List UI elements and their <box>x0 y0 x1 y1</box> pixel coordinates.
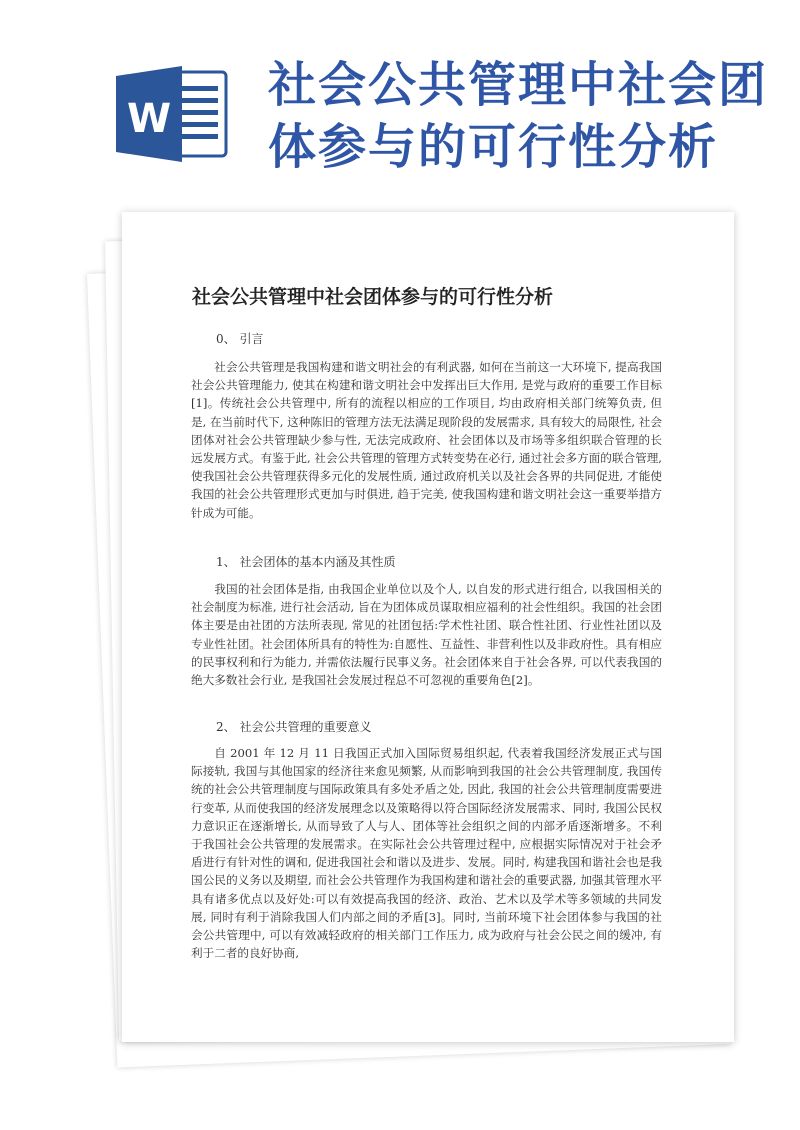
paragraph-1: 我国的社会团体是指, 由我国企业单位以及个人, 以自发的形式进行组合, 以我国相关的社会制度为标准, 进行社会活动, 旨在为团体成员谋取相应福利的社会性组织。我国的社会团体主要是由社团的方法所表现, 常见的社团包括:学术性社团、联合性社团、行业性社团以及专业性社团。社会团体所具有的特性为:自愿性、互益性、非营利性以及非政府性。具有相应的民事权利和行为能力, 并需依法履行民事义务。社会团体来自于社会各界, 可以代表我国的绝大多数社会行业, 是我国社会发展过程总不可忽视的重要角色[2]。 <box>191 582 662 688</box>
word-logo <box>112 66 230 162</box>
word-logo-letter: W <box>127 96 172 142</box>
word-document-icon <box>112 66 230 162</box>
document-title: 社会公共管理中社会团体参与的可行性分析 <box>192 286 554 308</box>
banner-title <box>268 54 788 178</box>
banner-title-line-1: 社会公共管理中社会团 <box>268 57 769 113</box>
section-heading-intro: 0、 引言 <box>216 332 264 346</box>
paragraph-intro: 社会公共管理是我国构建和谐文明社会的有利武器, 如何在当前这一大环境下, 提高我国社会公共管理能力, 使其在构建和谐文明社会中发挥出巨大作用, 是党与政府的重要工作目标[1]。传统社会公共管理中, 所有的流程以相应的工作项目, 均由政府相关部门统筹负责, 但是, 在当前时代下, 这种陈旧的管理方法无法满足现阶段的发展需求, 具有较大的局限性, 社会团体对社会公共管理缺少参与性, 无法完成政府、社会团体以及市场等多组织联合管理的长远发展方式。有鉴于此, 社会公共管理的管理方式转变势在必行, 通过社会多方面的联合管理, 使我国社会公共管理获得多元化的发展性质, 通过政府机关以及社会各界的共同促进, 才能使我国的社会公共管理形式更加与时俱进, 趋于完美, 使我国构建和谐文明社会这一重要举措方针成为可能。 <box>191 360 662 520</box>
section-heading-2: 2、 社会公共管理的重要意义 <box>216 720 372 734</box>
paragraph-2: 自 2001 年 12 月 11 日我国正式加入国际贸易组织起, 代表着我国经济发展正式与国际接轨, 我国与其他国家的经济往来愈见频繁, 从而影响到我国的社会公共管理制度, 我国传统的社会公共管理制度与国际政策具有多处矛盾之处, 因此, 我国的社会公共管理制度需要进行变革, 从而使我国的经济发展理念以及策略得以符合国际经济发展需求、同时, 我国公民权力意识正在逐渐增长, 从而导致了人与人、团体等社会组织之间的内部矛盾逐渐增多。不利于我国社会公共管理的发展需求。在实际社会公共管理过程中, 应根据实际情况对于社会矛盾进行有针对性的调和, 促进我国社会和谐以及进步、发展。同时, 构建我国和谐社会也是我国公民的义务以及期望, 而社会公共管理作为我国构建和谐社会的重要武器, 加强其管理水平具有诸多优点以及好处:可以有效提高我国的经济、政治、艺术以及学术等多领域的共同发展, 同时有利于消除我国人们内部之间的矛盾[3]。同时, 当前环境下社会团体参与我国的社会公共管理中, 可以有效减轻政府的相关部门工作压力, 成为政府与社会公民之间的缓冲, 有利于二者的良好协商, <box>191 746 662 961</box>
section-heading-1: 1、 社会团体的基本内涵及其性质 <box>216 555 396 569</box>
banner-title-line-2: 体参与的可行性分析 <box>268 119 719 175</box>
